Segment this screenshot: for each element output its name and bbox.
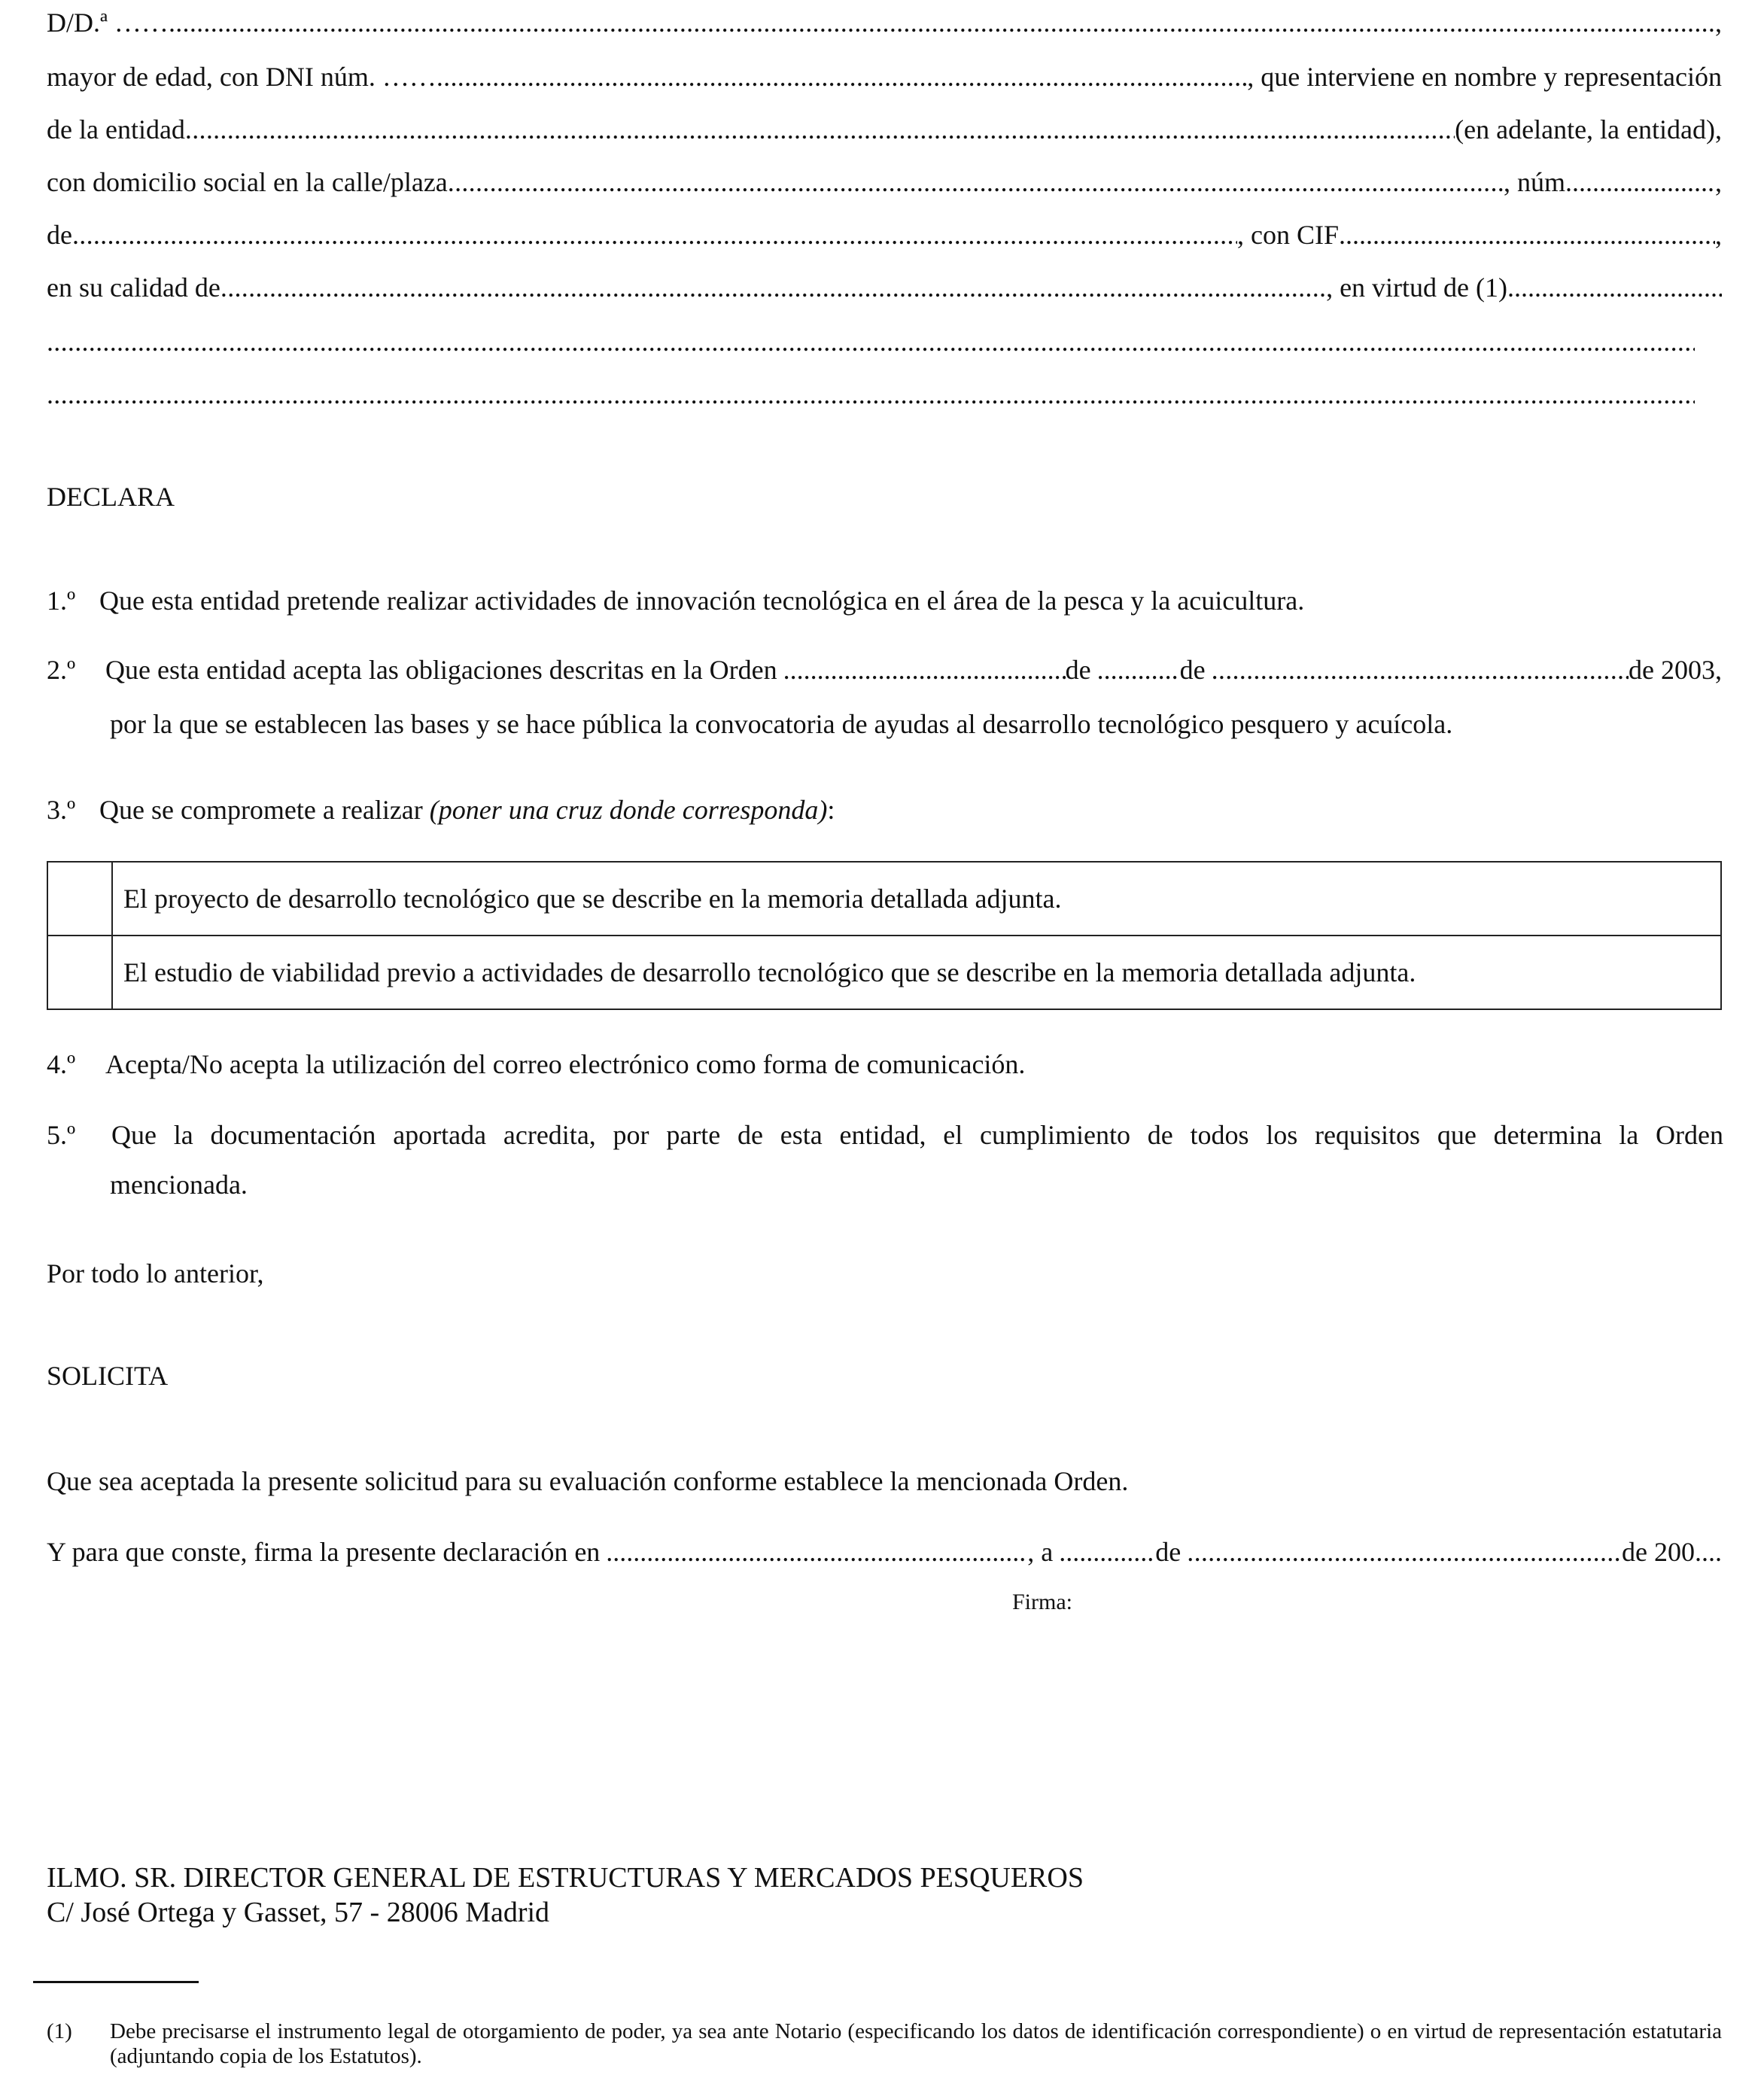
entity-line [47,113,1722,146]
city-label: de [47,220,72,250]
capacity-line [47,271,1722,304]
item-number: 1.º [47,586,76,616]
cif-label: , con CIF [1237,220,1339,250]
dni-line [47,60,1722,93]
option-checkbox-feasibility[interactable] [47,936,112,1009]
declaration-item-3 [47,793,1723,826]
item-text: Que esta entidad acepta las obligaciones descritas en la Orden [105,655,777,685]
signature-day-label: , a [1027,1537,1054,1567]
address-line [47,166,1722,199]
item-text: Que esta entidad pretende realizar actividades de innovación tecnológica en el área de la pesca y la acuicultura. [99,586,1305,616]
por-todo-text: Por todo lo anterior, [47,1258,264,1288]
order-year: de 2003, [1629,655,1722,685]
entity-line-end: (en adelante, la entidad), [1455,114,1722,145]
declaration-item-4 [47,1048,1723,1081]
option-checkbox-project[interactable] [47,862,112,936]
item-text-end: : [827,795,835,825]
signature-label: Firma: [1012,1590,1072,1614]
options-table [47,861,1722,1010]
solicita-heading: SOLICITA [47,1361,169,1391]
declara-heading: DECLARA [47,482,175,512]
option-row-project [47,862,1721,936]
name-line [47,6,1722,39]
signature-month-label: de [1155,1537,1182,1567]
option-label-project: El proyecto de desarrollo tecnológico que se describe en la memoria detallada adjunta. [112,862,1721,936]
capacity-label: en su calidad de [47,272,220,303]
item-number: 2.º [47,655,76,685]
item-text-italic: (poner una cruz donde corresponda) [429,795,828,825]
item-number: 4.º [47,1049,76,1079]
city-field[interactable] [72,218,1237,251]
name-line-end: , [1715,8,1722,38]
signature-line [47,1535,1722,1568]
dni-field[interactable] [436,60,1247,93]
virtue-field-cont-2[interactable] [47,378,1695,411]
item-text: Que la documentación aportada acredita, por parte de esta entidad, el cumplimiento de todos los requisitos que determina la Orden [111,1120,1723,1150]
footnote [47,2019,1722,2069]
street-field[interactable] [448,166,1504,199]
number-label: , núm. [1503,167,1572,197]
footnote-text: Debe precisarse el instrumento legal de otorgamiento de poder, ya sea ante Notario (especificando los datos de identificación correspondiente) o en virtud de representación estatutaria (adjuntando copia de los Estatutos). [110,2019,1722,2068]
addressee-address: C/ José Ortega y Gasset, 57 - 28006 Madrid [47,1897,550,1928]
entity-field[interactable] [185,113,1455,146]
signature-month-field[interactable] [1187,1535,1622,1568]
order-day-field[interactable] [1097,653,1180,686]
solicita-text: Que sea aceptada la presente solicitud para su evaluación conforme establece la mencionada Orden. [47,1466,1129,1496]
order-de-2: de [1179,655,1206,685]
declaration-item-5 [47,1118,1723,1152]
city-line [47,218,1722,251]
address-line-end: , [1715,167,1722,197]
declaration-item-1 [47,584,1723,617]
city-line-end: , [1715,220,1722,250]
virtue-field[interactable] [1507,271,1722,304]
order-number-field[interactable] [783,653,1066,686]
virtue-continuation-2 [47,378,1695,411]
item-number: 3.º [47,795,76,825]
virtue-label: , en virtud de (1) [1326,272,1507,303]
signature-place-label: Y para que conste, firma la presente declaración en [47,1537,601,1567]
signature-day-field[interactable] [1059,1535,1155,1568]
address-label: con domicilio social en la calle/plaza [47,167,448,197]
entity-label: de la entidad [47,114,185,145]
number-field[interactable] [1572,166,1715,199]
order-month-field[interactable] [1212,653,1629,686]
addressee-title: ILMO. SR. DIRECTOR GENERAL DE ESTRUCTURAS Y MERCADOS PESQUEROS [47,1862,1084,1894]
declaration-item-2 [47,653,1722,686]
signature-place-field[interactable] [606,1535,1027,1568]
virtue-field-cont-1[interactable] [47,325,1695,358]
declaration-item-5-continuation: mencionada. [110,1170,248,1200]
dni-label: mayor de edad, con DNI núm. …… [47,62,436,92]
dni-line-end: , que interviene en nombre y representación [1247,62,1722,92]
item-number: 5.º [47,1120,76,1150]
name-label: D/D.ª …… [47,8,169,38]
capacity-field[interactable] [220,271,1326,304]
item-text: Que se compromete a realizar [99,795,430,825]
order-de-1: de [1065,655,1091,685]
option-label-feasibility: El estudio de viabilidad previo a actividades de desarrollo tecnológico que se describe en la memoria detallada adjunta. [112,936,1721,1009]
footnote-divider [33,1981,199,1983]
cif-field[interactable] [1339,218,1715,251]
option-row-feasibility [47,936,1721,1009]
name-field[interactable] [169,6,1715,39]
item-text: Acepta/No acepta la utilización del correo electrónico como forma de comunicación. [105,1049,1026,1079]
footnote-number: (1) [47,2019,72,2043]
declaration-item-2-continuation: por la que se establecen las bases y se hace pública la convocatoria de ayudas al desarrollo tecnológico pesquero y acuícola. [110,709,1453,739]
virtue-continuation-1 [47,325,1695,358]
signature-year-label: de 200.... [1622,1537,1722,1567]
